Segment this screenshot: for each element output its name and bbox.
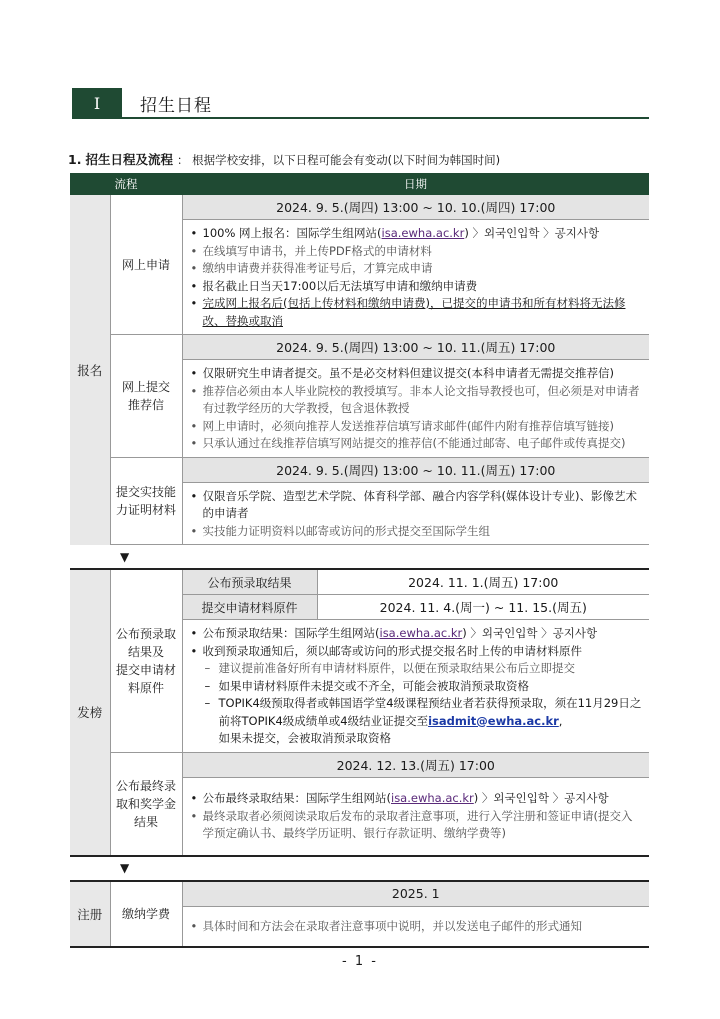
step-skill-proof: 提交实技能 力证明材料: [110, 457, 182, 545]
table-row: [70, 457, 649, 482]
content-recommendation: [182, 360, 649, 458]
list-item: – 建议提前准备好所有申请材料原件，以便在预录取结果公布后立即提交: [191, 660, 644, 678]
content-online-apply: [182, 220, 649, 335]
list-item: • 具体时间和方法会在录取者注意事项中说明，并以发送电子邮件的形式通知: [191, 918, 644, 936]
date-tuition: 2025. 1: [182, 881, 649, 907]
date-skill-proof: 2024. 9. 5.(周四) 13:00 ~ 10. 11.(周五) 17:00: [182, 457, 649, 482]
content-final-admission: [182, 777, 649, 856]
table-row: [70, 752, 649, 777]
list-item: • 公布最终录取结果：国际学生组网站(isa.ewha.ac.kr) 〉외국인입학 〉공지사항: [191, 790, 644, 808]
flow-arrow: ▼: [120, 549, 130, 564]
list-item: • 100% 网上报名：国际学生组网站(isa.ewha.ac.kr) 〉외국인입학 〉공지사항: [191, 225, 644, 243]
list-item: • 只承认通过在线推荐信填写网站提交的推荐信(不能通过邮寄、电子邮件或传真提交): [191, 435, 644, 453]
header-date: 日期: [182, 173, 649, 195]
table-row: [70, 195, 649, 220]
flow-arrow: ▼: [70, 856, 649, 881]
list-item: • 完成网上报名后(包括上传材料和缴纳申请费)，已提交的申请书和所有材料将无法修改、替换或取消: [191, 295, 644, 330]
pre-result-label: 公布预录取结果: [182, 569, 317, 595]
table-row: [70, 881, 649, 907]
arrow-row: [70, 545, 649, 570]
category-apply: 报名: [70, 195, 110, 545]
table-header-row: [70, 173, 649, 195]
subsection-title: [68, 150, 500, 168]
step-recommendation: 网上提交 推荐信: [110, 335, 182, 458]
subsection-note: ： 根据学校安排，以下日程可能会有变动(以下时间为韩国时间): [176, 153, 501, 167]
step-tuition: 缴纳学费: [110, 881, 182, 947]
header-process: 流程: [70, 173, 182, 195]
section-number-badge: Ⅰ: [72, 88, 122, 118]
list-item: – TOPIK4级预取得者或韩国语学堂4级课程预结业者若获得预录取，须在11月29日之前将TOPIK4级成绩单或4级结业证提交至isadmit@ewha.ac.kr, 如果未提交，会被取消预录取资格: [191, 695, 644, 748]
table-row: [70, 569, 649, 595]
site-link[interactable]: isa.ewha.ac.kr: [381, 226, 465, 240]
email-link[interactable]: isadmit@ewha.ac.kr: [428, 713, 559, 728]
list-item: • 公布预录取结果：国际学生组网站(isa.ewha.ac.kr) 〉외국인입학 〉공지사항: [191, 625, 644, 643]
step-final-admission: 公布最终录 取和奖学金 结果: [110, 752, 182, 856]
step-pre-admission: 公布预录取 结果及 提交申请材 料原件: [110, 569, 182, 752]
arrow-row: [70, 856, 649, 881]
subsection-number: 1.: [68, 152, 82, 167]
date-final-admission: 2024. 12. 13.(周五) 17:00: [182, 752, 649, 777]
list-item: • 在线填写申请书，并上传PDF格式的申请材料: [191, 243, 644, 261]
step-online-apply: 网上申请: [110, 195, 182, 335]
content-skill-proof: [182, 482, 649, 545]
category-result: 发榜: [70, 569, 110, 856]
subsection-heading: 招生日程及流程: [85, 152, 173, 167]
list-item: • 推荐信必须由本人毕业院校的教授填写。非本人论文指导教授也可，但必须是对申请者有过教学经历的大学教授，包含退休教授: [191, 383, 644, 418]
list-item: • 网上申请时，必须向推荐人发送推荐信填写请求邮件(邮件内附有推荐信填写链接): [191, 418, 644, 436]
category-register: 注册: [70, 881, 110, 947]
section-header: [72, 88, 649, 118]
pre-result-date: 2024. 11. 1.(周五) 17:00: [317, 569, 649, 595]
list-item: – 如果申请材料原件未提交或不齐全，可能会被取消预录取资格: [191, 678, 644, 696]
submit-original-label: 提交申请材料原件: [182, 595, 317, 620]
content-pre-admission: [182, 620, 649, 753]
list-item: • 收到预录取通知后，须以邮寄或访问的形式提交报名时上传的申请材料原件: [191, 643, 644, 661]
date-online-apply: 2024. 9. 5.(周四) 13:00 ~ 10. 10.(周四) 17:00: [182, 195, 649, 220]
list-item: • 仅限研究生申请者提交。虽不是必交材料但建议提交(本科申请者无需提交推荐信): [191, 365, 644, 383]
schedule-table: [70, 173, 649, 948]
page-number: - 1 -: [342, 954, 378, 969]
date-recommendation: 2024. 9. 5.(周四) 13:00 ~ 10. 11.(周五) 17:00: [182, 335, 649, 360]
table-row: [70, 335, 649, 360]
submit-original-date: 2024. 11. 4.(周一) ~ 11. 15.(周五): [317, 595, 649, 620]
site-link[interactable]: isa.ewha.ac.kr: [379, 626, 463, 640]
list-item: • 最终录取者必须阅读录取后发布的录取者注意事项，进行入学注册和签证申请(提交入学预定确认书、最终学历证明、银行存款证明、缴纳学费等): [191, 808, 644, 843]
site-link[interactable]: isa.ewha.ac.kr: [391, 791, 474, 806]
section-title: 招生日程: [140, 96, 212, 116]
list-item: • 缴纳申请费并获得准考证号后，才算完成申请: [191, 260, 644, 278]
section-divider: [72, 117, 649, 119]
content-tuition: [182, 906, 649, 947]
list-item: • 报名截止日当天17:00以后无法填写申请和缴纳申请费: [191, 278, 644, 296]
list-item: • 仅限音乐学院、造型艺术学院、体育科学部、融合内容学科(媒体设计专业)、影像艺术的申请者: [191, 488, 644, 523]
list-item: • 实技能力证明资料以邮寄或访问的形式提交至国际学生组: [191, 523, 644, 541]
